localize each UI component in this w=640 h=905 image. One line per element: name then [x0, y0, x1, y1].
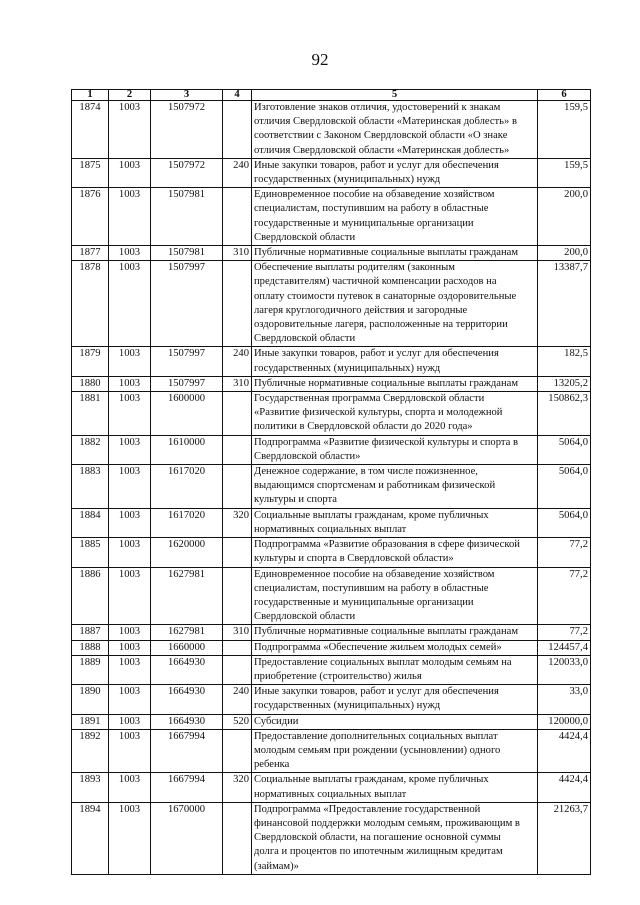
expense-type-code: 310	[223, 625, 252, 640]
col-header-1: 1	[72, 90, 109, 101]
amount-value: 150862,3	[538, 392, 591, 436]
description-line: приобретение (строительство) жилья	[254, 670, 422, 682]
description-line: Свердловской области	[254, 611, 356, 623]
description-line: Государственная программа Свердловской области	[254, 393, 485, 405]
row-number: 1881	[72, 392, 109, 436]
table-row	[72, 625, 591, 640]
description-line: представителям) частичной компенсации расходов на	[254, 276, 497, 288]
section-code: 1003	[109, 188, 151, 246]
budget-table	[71, 89, 591, 875]
item-description	[252, 508, 538, 537]
item-description	[252, 567, 538, 625]
row-number: 1887	[72, 625, 109, 640]
item-description	[252, 376, 538, 391]
table-row	[72, 640, 591, 655]
description-line: Свердловской области	[254, 333, 356, 345]
table-row	[72, 655, 591, 684]
expense-type-code: 310	[223, 246, 252, 261]
description-line: политики в Свердловской области до 2020 года»	[254, 421, 473, 433]
expense-type-code: 320	[223, 508, 252, 537]
row-number: 1889	[72, 655, 109, 684]
expense-type-code	[223, 729, 252, 773]
section-code: 1003	[109, 567, 151, 625]
table-body	[72, 101, 591, 875]
item-description	[252, 655, 538, 684]
description-line: молодым семьям при рождении (усыновлении) одного	[254, 744, 501, 756]
table-row	[72, 261, 591, 347]
section-code: 1003	[109, 773, 151, 802]
item-description	[252, 714, 538, 729]
description-line: Свердловской области, на погашение основной суммы	[254, 832, 501, 844]
section-code: 1003	[109, 101, 151, 159]
section-code: 1003	[109, 376, 151, 391]
target-item-code: 1507972	[151, 158, 223, 187]
description-line: отличия Свердловской области «Материнская доблесть»	[254, 144, 510, 156]
target-item-code: 1507972	[151, 101, 223, 159]
target-item-code: 1617020	[151, 508, 223, 537]
expense-type-code	[223, 101, 252, 159]
amount-value: 182,5	[538, 347, 591, 376]
expense-type-code	[223, 392, 252, 436]
description-line: оплату стоимости путевок в санаторные оздоровительные	[254, 290, 517, 302]
row-number: 1891	[72, 714, 109, 729]
description-line: ребенка	[254, 759, 290, 771]
item-description	[252, 246, 538, 261]
section-code: 1003	[109, 625, 151, 640]
description-line: отличия Свердловской области «Материнская доблесть» в	[254, 116, 517, 128]
item-description	[252, 347, 538, 376]
description-line: Подпрограмма «Обеспечение жильем молодых семей»	[254, 641, 502, 653]
table-row	[72, 802, 591, 874]
row-number: 1885	[72, 538, 109, 567]
target-item-code: 1627981	[151, 625, 223, 640]
expense-type-code: 310	[223, 376, 252, 391]
expense-type-code	[223, 465, 252, 509]
expense-type-code	[223, 435, 252, 464]
table-row	[72, 376, 591, 391]
section-code: 1003	[109, 714, 151, 729]
target-item-code: 1610000	[151, 435, 223, 464]
target-item-code: 1667994	[151, 773, 223, 802]
item-description	[252, 640, 538, 655]
amount-value: 5064,0	[538, 435, 591, 464]
description-line: Публичные нормативные социальные выплаты гражданам	[254, 247, 519, 259]
table-row	[72, 714, 591, 729]
target-item-code: 1617020	[151, 465, 223, 509]
description-line: нормативных социальных выплат	[254, 523, 407, 535]
description-line: государственных (муниципальных) нужд	[254, 700, 441, 712]
target-item-code: 1507981	[151, 246, 223, 261]
expense-type-code	[223, 188, 252, 246]
row-number: 1874	[72, 101, 109, 159]
table-row	[72, 773, 591, 802]
item-description	[252, 729, 538, 773]
row-number: 1883	[72, 465, 109, 509]
description-line: Подпрограмма «Развитие образования в сфере физической	[254, 539, 520, 551]
description-line: Социальные выплаты гражданам, кроме публичных	[254, 774, 489, 786]
expense-type-code	[223, 802, 252, 874]
target-item-code: 1667994	[151, 729, 223, 773]
item-description	[252, 538, 538, 567]
description-line: нормативных социальных выплат	[254, 788, 407, 800]
item-description	[252, 392, 538, 436]
amount-value: 13205,2	[538, 376, 591, 391]
amount-value: 77,2	[538, 567, 591, 625]
amount-value: 13387,7	[538, 261, 591, 347]
table-row	[72, 508, 591, 537]
amount-value: 4424,4	[538, 773, 591, 802]
description-line: Иные закупки товаров, работ и услуг для обеспечения	[254, 686, 499, 698]
row-number: 1890	[72, 685, 109, 714]
section-code: 1003	[109, 246, 151, 261]
amount-value: 124457,4	[538, 640, 591, 655]
table-row	[72, 392, 591, 436]
expense-type-code: 240	[223, 347, 252, 376]
row-number: 1877	[72, 246, 109, 261]
row-number: 1876	[72, 188, 109, 246]
table-row	[72, 101, 591, 159]
amount-value: 5064,0	[538, 465, 591, 509]
expense-type-code: 240	[223, 158, 252, 187]
row-number: 1879	[72, 347, 109, 376]
description-line: Публичные нормативные социальные выплаты гражданам	[254, 626, 519, 638]
amount-value: 77,2	[538, 538, 591, 567]
description-line: (займам)»	[254, 860, 299, 872]
expense-type-code	[223, 261, 252, 347]
description-line: Денежное содержание, в том числе пожизненное,	[254, 466, 478, 478]
table-row	[72, 347, 591, 376]
item-description	[252, 802, 538, 874]
table-row	[72, 246, 591, 261]
header-row	[72, 90, 591, 101]
description-line: Изготовление знаков отличия, удостоверений к знакам	[254, 102, 501, 113]
row-number: 1893	[72, 773, 109, 802]
target-item-code: 1664930	[151, 714, 223, 729]
description-line: Социальные выплаты гражданам, кроме публичных	[254, 509, 489, 521]
table-row	[72, 729, 591, 773]
description-line: Иные закупки товаров, работ и услуг для обеспечения	[254, 348, 499, 360]
description-line: государственные и муниципальные организации	[254, 217, 474, 229]
description-line: культуры и спорта в Свердловской области»	[254, 553, 454, 565]
description-line: Подпрограмма «Предоставление государственной	[254, 803, 481, 815]
item-description	[252, 188, 538, 246]
col-header-5: 5	[252, 90, 538, 101]
expense-type-code: 520	[223, 714, 252, 729]
description-line: государственных (муниципальных) нужд	[254, 362, 441, 374]
description-line: Публичные нормативные социальные выплаты гражданам	[254, 377, 519, 389]
description-line: лагеря круглогодичного действия и загородные	[254, 304, 468, 316]
item-description	[252, 158, 538, 187]
table-row	[72, 188, 591, 246]
section-code: 1003	[109, 685, 151, 714]
description-line: Субсидии	[254, 715, 299, 727]
description-line: Обеспечение выплаты родителям (законным	[254, 262, 455, 274]
description-line: долга и процентов по ипотечным жилищным кредитам	[254, 846, 503, 858]
amount-value: 159,5	[538, 101, 591, 159]
amount-value: 200,0	[538, 188, 591, 246]
amount-value: 4424,4	[538, 729, 591, 773]
description-line: выдающимся спортсменам и работникам физической	[254, 480, 496, 492]
row-number: 1878	[72, 261, 109, 347]
target-item-code: 1620000	[151, 538, 223, 567]
section-code: 1003	[109, 802, 151, 874]
description-line: государственные и муниципальные организации	[254, 596, 474, 608]
item-description	[252, 435, 538, 464]
amount-value: 120000,0	[538, 714, 591, 729]
target-item-code: 1600000	[151, 392, 223, 436]
section-code: 1003	[109, 640, 151, 655]
description-line: государственных (муниципальных) нужд	[254, 174, 441, 186]
description-line: Подпрограмма «Развитие физической культуры и спорта в	[254, 436, 518, 448]
target-item-code: 1627981	[151, 567, 223, 625]
row-number: 1894	[72, 802, 109, 874]
table-row	[72, 538, 591, 567]
section-code: 1003	[109, 508, 151, 537]
section-code: 1003	[109, 729, 151, 773]
page-number: 92	[311, 50, 329, 69]
expense-type-code: 240	[223, 685, 252, 714]
target-item-code: 1664930	[151, 685, 223, 714]
col-header-4: 4	[223, 90, 252, 101]
amount-value: 33,0	[538, 685, 591, 714]
table-row	[72, 685, 591, 714]
row-number: 1892	[72, 729, 109, 773]
target-item-code: 1507997	[151, 376, 223, 391]
section-code: 1003	[109, 392, 151, 436]
section-code: 1003	[109, 538, 151, 567]
description-line: специалистам, поступившим на работу в областные	[254, 582, 489, 594]
col-header-6: 6	[538, 90, 591, 101]
row-number: 1884	[72, 508, 109, 537]
amount-value: 5064,0	[538, 508, 591, 537]
description-line: Предоставление социальных выплат молодым семьям на	[254, 656, 512, 668]
row-number: 1875	[72, 158, 109, 187]
section-code: 1003	[109, 261, 151, 347]
description-line: Единовременное пособие на обзаведение хозяйством	[254, 568, 495, 580]
description-line: Свердловской области»	[254, 450, 361, 462]
description-line: оздоровительные лагеря, расположенные на территории	[254, 319, 508, 331]
section-code: 1003	[109, 465, 151, 509]
section-code: 1003	[109, 435, 151, 464]
col-header-3: 3	[151, 90, 223, 101]
description-line: «Развитие физической культуры, спорта и молодежной	[254, 407, 503, 419]
table-row	[72, 435, 591, 464]
table-row	[72, 465, 591, 509]
section-code: 1003	[109, 347, 151, 376]
expense-type-code	[223, 655, 252, 684]
row-number: 1880	[72, 376, 109, 391]
description-line: Единовременное пособие на обзаведение хозяйством	[254, 189, 495, 201]
description-line: культуры и спорта	[254, 494, 337, 506]
item-description	[252, 773, 538, 802]
amount-value: 77,2	[538, 625, 591, 640]
item-description	[252, 625, 538, 640]
description-line: специалистам, поступившим на работу в областные	[254, 203, 489, 215]
section-code: 1003	[109, 655, 151, 684]
description-line: Свердловской области	[254, 231, 356, 243]
item-description	[252, 261, 538, 347]
target-item-code: 1670000	[151, 802, 223, 874]
item-description	[252, 465, 538, 509]
amount-value: 159,5	[538, 158, 591, 187]
target-item-code: 1660000	[151, 640, 223, 655]
table-row	[72, 567, 591, 625]
item-description	[252, 685, 538, 714]
expense-type-code: 320	[223, 773, 252, 802]
amount-value: 21263,7	[538, 802, 591, 874]
row-number: 1882	[72, 435, 109, 464]
target-item-code: 1507981	[151, 188, 223, 246]
col-header-2: 2	[109, 90, 151, 101]
amount-value: 200,0	[538, 246, 591, 261]
row-number: 1888	[72, 640, 109, 655]
table-row	[72, 158, 591, 187]
description-line: соответствии с Законом Свердловской области «О знаке	[254, 130, 508, 142]
expense-type-code	[223, 640, 252, 655]
section-code: 1003	[109, 158, 151, 187]
row-number: 1886	[72, 567, 109, 625]
description-line: финансовой поддержки молодым семьям, проживающим в	[254, 817, 520, 829]
description-line: Предоставление дополнительных социальных выплат	[254, 730, 498, 742]
target-item-code: 1507997	[151, 261, 223, 347]
expense-type-code	[223, 538, 252, 567]
item-description	[252, 101, 538, 159]
description-line: Иные закупки товаров, работ и услуг для обеспечения	[254, 159, 499, 171]
amount-value: 120033,0	[538, 655, 591, 684]
expense-type-code	[223, 567, 252, 625]
target-item-code: 1664930	[151, 655, 223, 684]
target-item-code: 1507997	[151, 347, 223, 376]
